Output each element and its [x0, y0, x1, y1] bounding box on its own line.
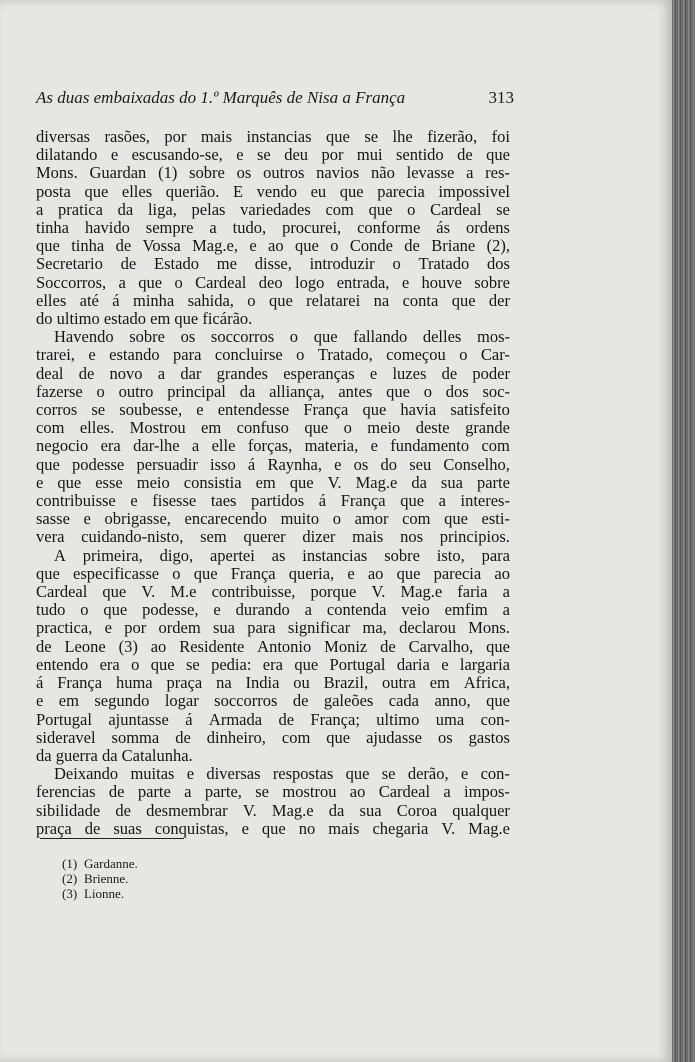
- text-line: diversas rasões, por mais instancias que se lhe fizerão, foi: [36, 127, 510, 146]
- text-line: da guerra da Catalunha.: [36, 745, 193, 765]
- footnotes: [62, 856, 138, 901]
- text-line: á França huma praça na India ou Brazil, outra em Africa,: [36, 673, 510, 693]
- text-line: sasse e obrigasse, encarecendo muito o amor com que esti-: [36, 509, 510, 529]
- text-line: A primeira, digo, apertei as instancias sobre isto, para: [54, 545, 510, 565]
- text-line: que podesse persuadir isso á Raynha, e os do seu Conselho,: [36, 454, 510, 474]
- running-head: [36, 88, 514, 108]
- text-line: Mons. Guardan (1) sobre os outros navios não levasse a res-: [36, 163, 510, 183]
- text-line: que tinha de Vossa Mag.e, e ao que o Conde de Briane (2),: [36, 236, 510, 256]
- text-line: Cardeal que V. M.e contribuisse, porque V. Mag.e faria a: [36, 582, 510, 602]
- text-line: Soccorros, a que o Cardeal deo logo entrada, e houve sobre: [36, 272, 510, 292]
- text-line: vera cuidando-nisto, sem querer dizer mais nos principios.: [36, 527, 510, 547]
- page-number: 313: [488, 88, 514, 107]
- text-line: de Leone (3) ao Residente Antonio Moniz de Carvalho, que: [36, 636, 510, 656]
- footnote-mark: (2): [62, 871, 78, 886]
- footnote-text: Brienne.: [84, 871, 129, 886]
- text-line: tinha havido sempre a tudo, procurei, conforme ás ordens: [36, 218, 510, 238]
- text-line: sibilidade de desmembrar V. Mag.e da sua Coroa qualquer: [36, 800, 510, 820]
- text-line: dilatando e escusando-se, e se deu por mui sentido de que: [36, 145, 510, 165]
- text-line: posta que elles querião. E vendo eu que parecia impossivel: [36, 181, 510, 201]
- footnote-text: Lionne.: [84, 886, 125, 901]
- text-line: practica, e por ordem sua para significar ma, declarou Mons.: [36, 618, 510, 638]
- text-line: Deixando muitas e diversas respostas que se derão, e con-: [54, 764, 510, 784]
- text-line: sideravel somma de dinheiro, com que ajudasse os gastos: [36, 727, 510, 747]
- footnote-rule: [40, 838, 184, 839]
- text-line: e em segundo logar soccorros de galeões cada anno, que: [36, 691, 510, 711]
- text-line: deal de novo a dar grandes esperanças e luzes de poder: [36, 363, 510, 383]
- text-line: fazerse o outro principal da alliança, antes que o dos soc-: [36, 381, 510, 401]
- running-head-title: As duas embaixadas do 1.º Marquês de Nisa a França: [36, 88, 406, 107]
- footnote: [62, 856, 138, 871]
- text-line: Havendo sobre os soccorros o que fallando delles mos-: [54, 327, 510, 347]
- footnote-text: Gardanne.: [84, 856, 138, 871]
- text-line: ferencias de parte a parte, se mostrou ao Cardeal a impos-: [36, 782, 510, 802]
- text-line: praça de suas conquistas, e que no mais chegaria V. Mag.e: [36, 818, 510, 838]
- footnote: [62, 886, 138, 901]
- footnote-mark: (3): [62, 886, 78, 901]
- text-line: corros se soubesse, e entendesse França que havia satisfeito: [36, 400, 510, 420]
- text-line: Portugal ajuntasse á Armada de França; ultimo uma con-: [36, 709, 510, 729]
- text-line: do ultimo estado em que ficárão.: [36, 309, 253, 329]
- text-line: Secretario de Estado me disse, introduzir o Tratado dos: [36, 254, 510, 274]
- text-line: negocio era dar-lhe a elle forças, materia, e fundamento com: [36, 436, 510, 456]
- page-stack-edge: [672, 0, 695, 1062]
- text-line: com elles. Mostrou em confuso que o meio deste grande: [36, 418, 510, 438]
- body-text: [36, 128, 510, 838]
- text-line: tudo o que podesse, e durando a contenda veio emfim a: [36, 600, 510, 620]
- text-line: e que esse meio consistia em que V. Mag.e da sua parte: [36, 472, 510, 492]
- text-line: que especificasse o que França queria, e ao que parecia ao: [36, 563, 510, 583]
- footnote-mark: (1): [62, 856, 78, 871]
- text-line: a pratica da liga, pelas variedades com que o Cardeal se: [36, 199, 510, 219]
- text-line: trarei, e estando para concluirse o Tratado, começou o Car-: [36, 345, 510, 365]
- text-line: contribuisse e fisesse taes partidos á França que a interes-: [36, 491, 510, 511]
- text-line: entendo era o que se pedia: era que Portugal daria e largaria: [36, 654, 510, 674]
- footnote: [62, 871, 138, 886]
- text-line: elles até á minha sahida, o que relatarei na conta que der: [36, 290, 510, 310]
